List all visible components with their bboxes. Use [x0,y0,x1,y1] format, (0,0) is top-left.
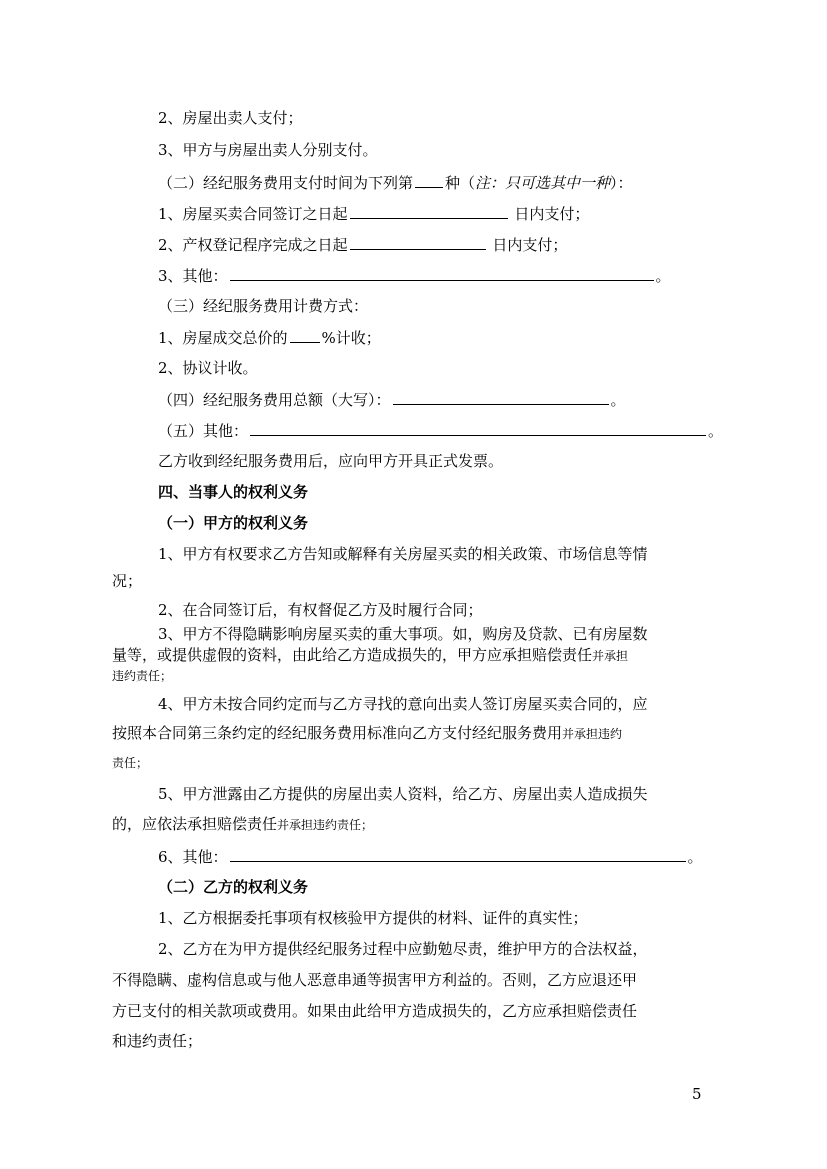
text-segment: 种（ [445,174,476,192]
blank-line [230,846,686,862]
blank-line [230,265,654,281]
text-segment: %计收； [321,329,381,347]
blank-line [290,327,320,343]
text-line: 2、房屋出卖人支付； [158,109,303,127]
note-text: 注：只可选其中一种 [475,174,611,192]
text-line: 1、乙方根据委托事项有权核验甲方提供的材料、证件的真实性； [158,909,588,927]
text-segment: 量等，或提供虚假的资料，由此给乙方造成损失的，甲方应承担赔偿责任 [112,646,593,664]
text-line: 责任； [112,756,149,770]
subsection-heading: （一）甲方的权利义务 [158,514,309,532]
text-line [112,645,628,666]
text-line: 况； [112,572,143,590]
text-segment: 2、产权登记程序完成之日起 [158,236,348,254]
text-segment: 1、房屋成交总价的 [158,329,288,347]
blank-line [415,172,443,188]
text-line [158,846,703,867]
text-line: 1、甲方有权要求乙方告知或解释有关房屋买卖的相关政策、市场信息等情 [158,545,648,563]
section-heading: 四、当事人的权利义务 [158,483,309,501]
text-line [158,265,671,286]
text-line: 乙方收到经纪服务费用后，应向甲方开具正式发票。 [158,452,504,470]
text-line: 3、甲方与房屋出卖人分别支付。 [158,141,378,159]
text-segment: 的，应依法承担赔偿责任 [112,815,278,833]
text-segment: 日内支付； [492,236,568,254]
text-line [112,814,373,835]
text-segment: 并承担违约责任； [277,818,374,832]
text-segment: 。 [708,422,724,440]
text-line [158,203,589,224]
text-line: 2、协议计收。 [158,359,258,377]
text-line [158,420,723,441]
text-line: 不得隐瞒、虚构信息或与他人恶意串通等损害甲方利益的。否则，乙方应退还甲 [112,971,638,989]
text-line [158,327,381,348]
blank-line [350,234,486,250]
text-segment: 并承担违约 [562,727,623,741]
text-line [112,723,622,744]
text-line: 2、乙方在为甲方提供经纪服务过程中应勤勉尽责，维护甲方的合法权益， [158,940,648,958]
text-line: （三）经纪服务费用计费方式： [158,297,369,315]
blank-line [393,389,609,405]
text-line: 3、甲方不得隐瞒影响房屋买卖的重大事项。如，购房及贷款、已有房屋数 [158,625,648,643]
page-number: 5 [692,1085,702,1103]
text-segment: 1、房屋买卖合同签订之日起 [158,205,348,223]
text-segment: 并承担 [592,649,629,663]
text-line: 5、甲方泄露由乙方提供的房屋出卖人资料，给乙方、房屋出卖人造成损失 [158,785,648,803]
text-line: 违约责任； [112,669,173,683]
text-segment: 3、其他： [158,267,228,285]
text-segment: 。 [655,267,671,285]
blank-line [350,203,508,219]
text-segment: ）： [610,174,633,192]
text-segment: （四）经纪服务费用总额（大写）： [158,391,391,409]
text-segment: （五）其他： [158,422,249,440]
text-segment: 。 [687,848,703,866]
text-line [158,172,633,193]
text-segment: 6、其他： [158,848,228,866]
text-segment: 按照本合同第三条约定的经纪服务费用标准向乙方支付经纪服务费用 [112,724,563,742]
text-line [158,389,626,410]
blank-line [250,420,706,436]
text-line: 4、甲方未按合同约定而与乙方寻找的意向出卖人签订房屋买卖合同的，应 [158,695,648,713]
subsection-heading: （二）乙方的权利义务 [158,878,309,896]
text-segment: （二）经纪服务费用支付时间为下列第 [158,174,414,192]
text-line: 方已支付的相关款项或费用。如果由此给甲方造成损失的，乙方应承担赔偿责任 [112,1002,638,1020]
text-segment: 。 [610,391,626,409]
text-line: 2、在合同签订后，有权督促乙方及时履行合同； [158,601,483,619]
text-segment: 日内支付； [514,205,590,223]
text-line: 和违约责任； [112,1032,203,1050]
text-line [158,234,567,255]
